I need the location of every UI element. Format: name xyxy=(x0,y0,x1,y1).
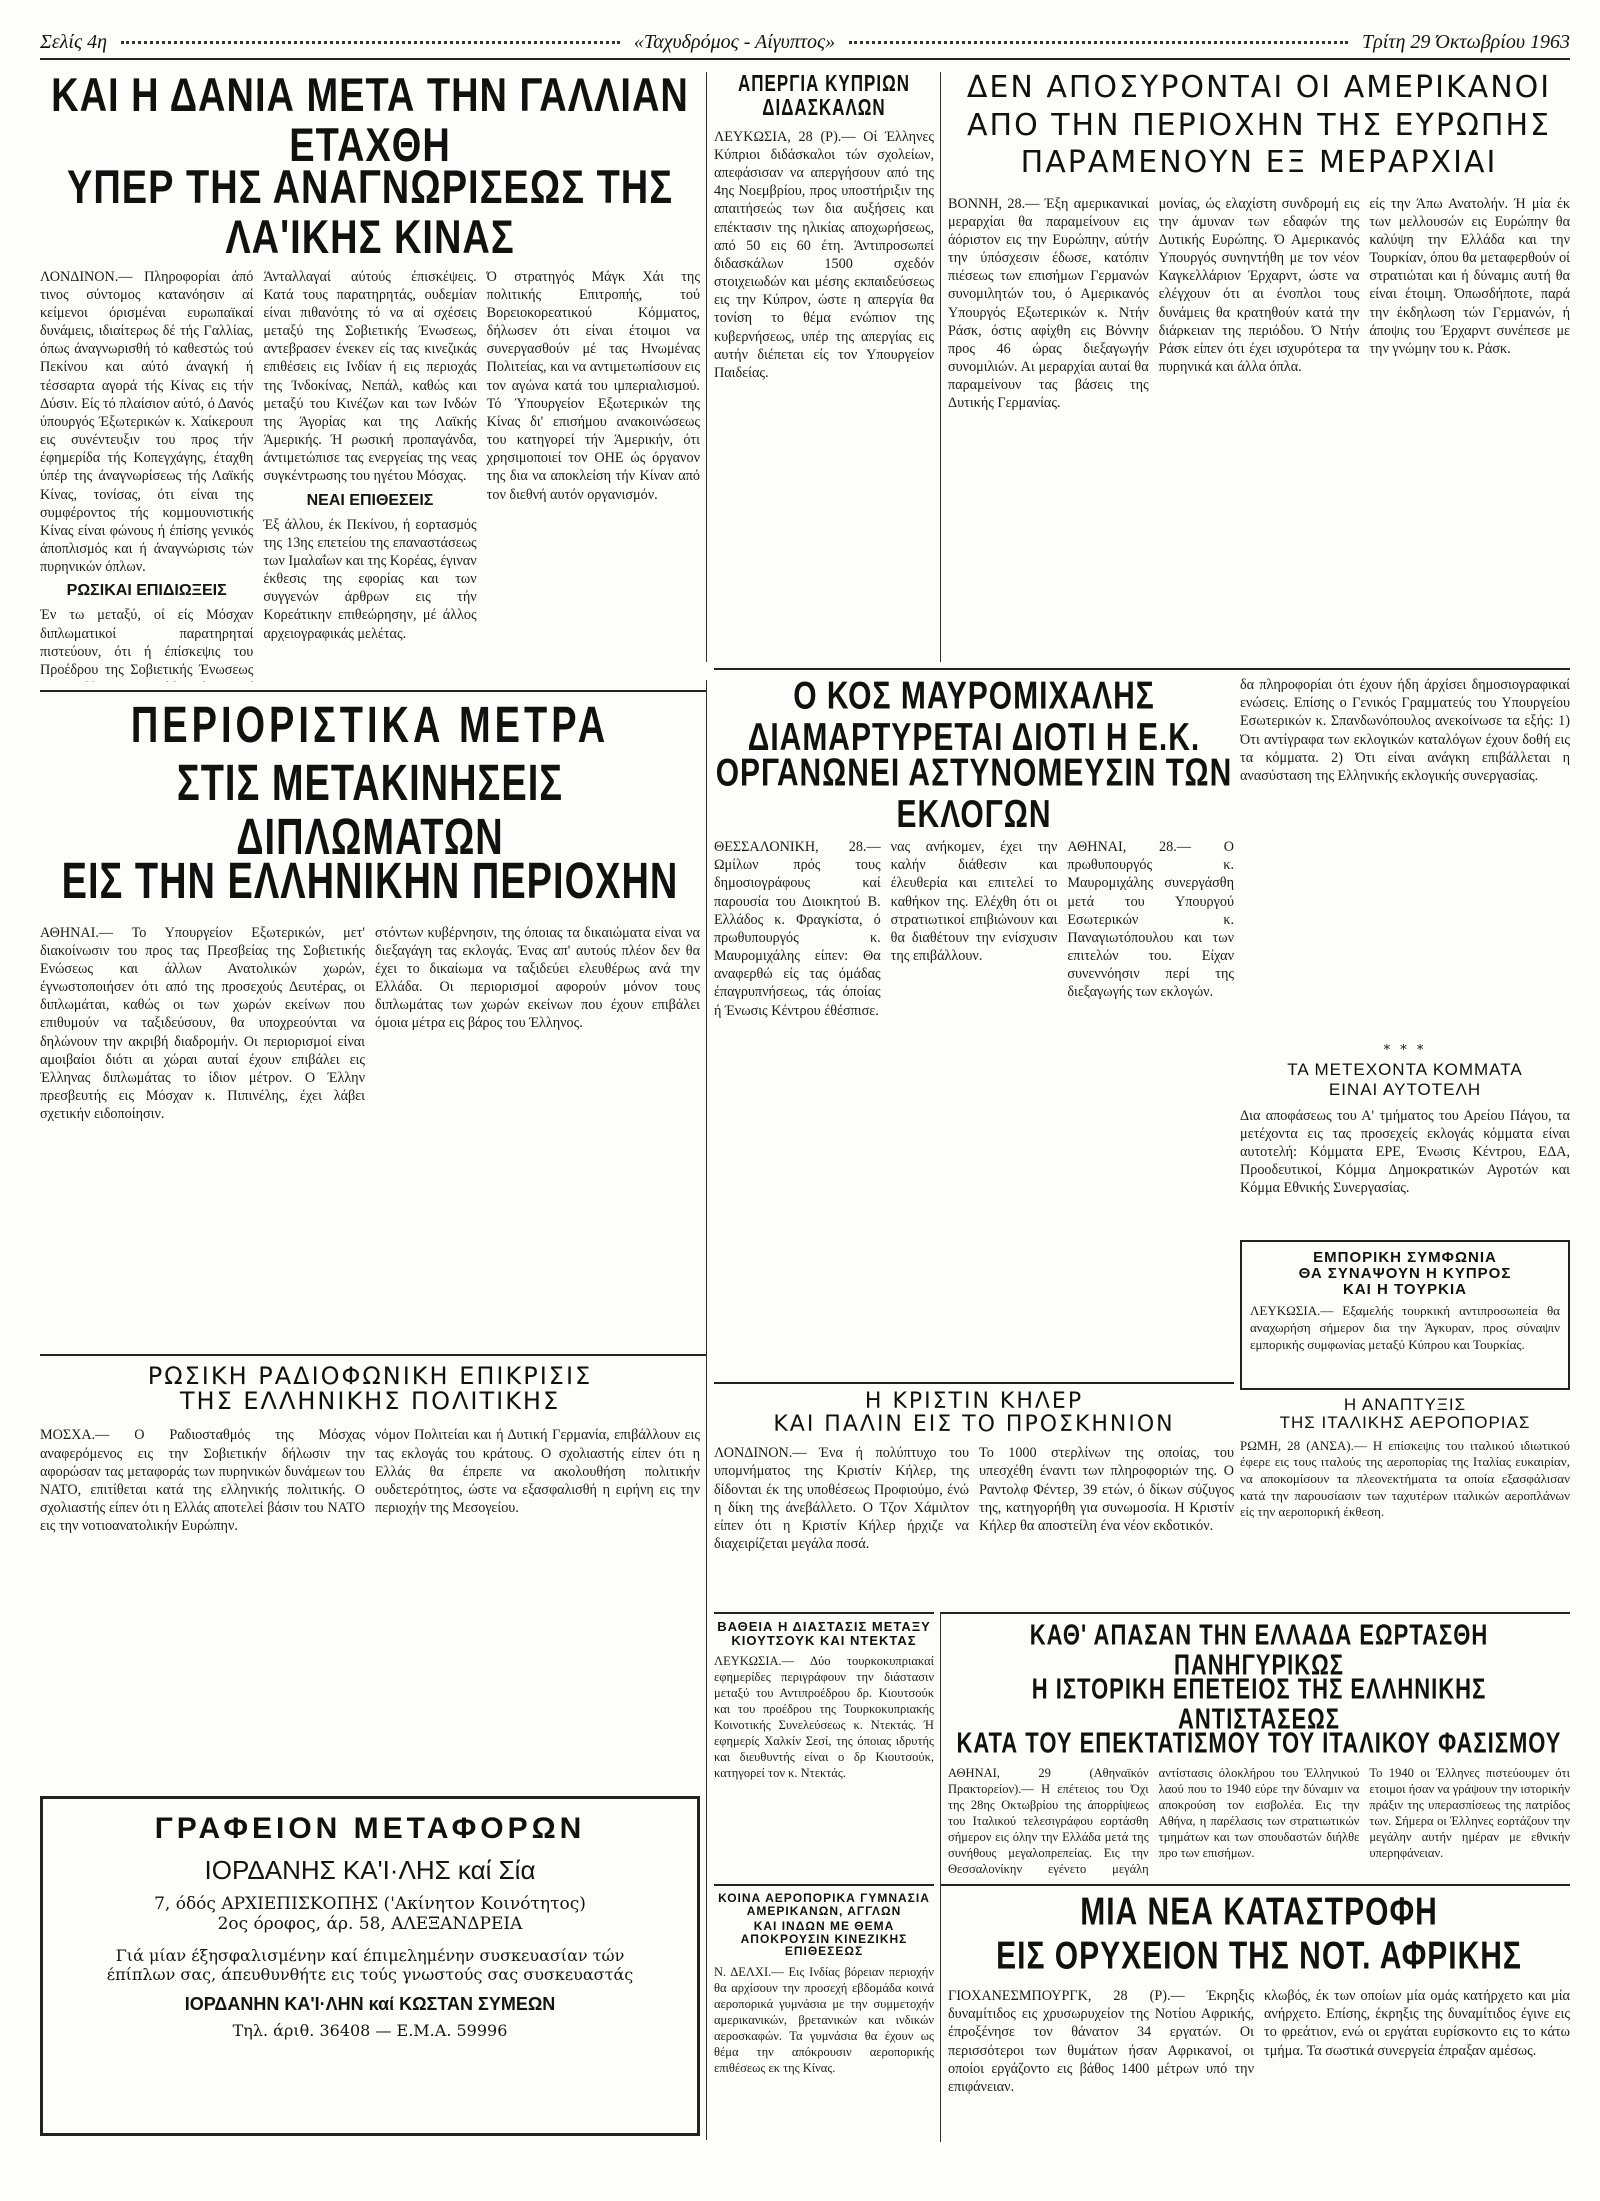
column-rule xyxy=(940,1612,941,2142)
article-election-lists xyxy=(1240,676,1570,1036)
article-diplomat-restrictions xyxy=(40,700,700,1350)
article-columns xyxy=(40,268,700,682)
article-south-africa-mine xyxy=(948,1892,1570,2142)
article-text: δα πληροφορίαι ότι έχουν ήδη άρχίσει δημοσιογραφικαί ενώσεις. Επίσης ο Γενικός Γραμματεύς του Υπουργείου Εσωτερικών κ. Σπανδωνόπουλος ανεκοίνωσε τα εξής: 1) Ότι αντίγραφα των εκλογικών καταλόγων έχουν δοθή εις τα κόμματα. 2) Ότι είναι ανάγκη επιβάλλεται η ανασύσταση της Ελληνικής εκλογικής συνεργασίας. xyxy=(1240,677,1570,784)
headline: ΚΑΙ Η ΤΟΥΡΚΙΑ xyxy=(1343,1280,1467,1298)
article-american-divisions xyxy=(948,72,1570,662)
headline: Η ΑΝΑΠΤΥΞΙΣ xyxy=(1343,1396,1467,1414)
headline: ΑΠΕΡΓΙΑ ΚΥΠΡΙΩΝ xyxy=(737,72,911,97)
headline: Ο ΚΟΣ ΜΑΥΡΟΜΙΧΑΛΗΣ ΔΙΑΜΑΡΤΥΡΕΤΑΙ ΔΙΟΤΙ Η Ε.Κ. xyxy=(747,676,1201,759)
headline: ΔΙΔΑΣΚΑΛΩΝ xyxy=(762,94,886,121)
article-text: ΡΩΜΗ, 28 (ΑΝΣΑ).— Η επίσκεψις του ιταλικού ιδιωτικού έφερε εις τους ιταλούς της αεροπορίας της Ιταλίας ευκαιρίαν, να αποκομίσουν τα πλεονεκτήματα τα οποία εξασφάλισαν κατά την παρουσίασιν των ταχυτέρων ιταλικών αεροπλάνων είς την αεροπορική έκθεση. xyxy=(1240,1437,1570,1520)
headline: ΕΜΠΟΡΙΚΗ ΣΥΜΦΩΝΙΑ xyxy=(1313,1249,1497,1266)
article-text: νόμον Πολιτείαι και ή Δυτική Γερμανία, επιβάλλουν εις τας εκλογάς του κράτους. Ο σχολιαστής είπεν ότι η Ελλάς θα έπρεπε να ακολουθήση πολιτικήν ουδετερότητος, ώστε να εξασφαλισθή η ειρήνη εις την περιοχήν της Μεσογείου. xyxy=(375,1427,700,1517)
ad-address: 2ος όροφος, άρ. 58, ΑΛΕΞΑΝΔΡΕΙΑ xyxy=(217,1913,523,1934)
article-columns xyxy=(714,838,1234,1020)
article-text: Το 1000 στερλίνων της οποίας, του υπεσχέθη έναντι των πληροφοριών της. Ο Ραντολφ Φέντερ, 39 ετών, ό δίκων σύζυγος της, κατηγορήθη για συνωμοσία. Η Κριστίν Κήλερ θα αποστείλη ένα νέον εκδοτικόν. xyxy=(979,1445,1234,1534)
article-parties-independent xyxy=(1240,1040,1570,1240)
dotted-rule xyxy=(121,41,620,44)
article-joint-air-exercises xyxy=(714,1892,934,2142)
article-text: Το 1940 οι Έλληνες πιστεύουμεν ότι ετοιμοι ήσαν να γράψουν την ιστορικήν πράξιν της υπερασπίσεως της πατρίδος των. Σήμερα οι Έλληνες εορτάζουν την μεγάλην αυτήν ημέραν με εθνικήν υπερηφάνειαν. xyxy=(1369,1766,1570,1861)
article-text: ΒΟΝΝΗ, 28.— Έξη αμερικανικαί μεραρχίαι θα παραμείνουν εις άόριστον εις την Ευρώπην, αύτήν την ύπόσχεσιν έδωσε, κατόπιν πιέσεως των επισήμων Γερμανών συνομιλητών του, ό Αμερικανός Υπουργός Εξωτερικών κ. Ντήν Ράσκ, όστις αφίχθη εις Βόννην προς 46 ώρας διεξαγωγήν συνομιλιών. Αι μεραρχίαι αυταί θα παραμείνουν τας βάσεις της Δυτικής Γερμανίας. xyxy=(948,195,1149,412)
article-text: ΑΘΗΝΑΙ, 29 (Αθηναϊκόν Πρακτορείον).— Η επέτειος του Όχι της 28ης Οκτωβρίου της άπορρίψεως του Ιταλικού τελεσιγράφου εορτάσθη σήμερον εις όλην την Ελλάδα μετά της συνήθους μεγαλοπρεπείας. Εις την Θεσσαλονίκην εγένετο μεγάλη xyxy=(948,1766,1149,1877)
column-rule xyxy=(706,72,707,662)
ad-text: Γιά μίαν έξησφαλισμένην καί έπιμελημένην συσκευασίαν τών έπίπλων σας, άπευθυνθήτε εις τούς γνωστούς σας συσκευαστάς xyxy=(106,1945,634,1984)
article-columns xyxy=(948,1765,1570,1880)
article-text: ΑΘΗΝΑΙ.— Το Υπουργείον Εξωτερικών, μετ' διακοίνωσιν του προς τας Πρεσβείας της Σοβιετικής Ενώσεως και άλλων Ανατολικών χωρών, έγνωστοποιήσεν ότι από της προσεχούς Δευτέρας, οι διπλωμάται, καθώς οι των χωρών εκείνων που επιθυμούν να ταξιδεύσουν, θα υποχρεούνται να δηλώνουν την ακριβή διαδρομήν. Οι περιορισμοί είναι αμοιβαίοι διότι αι χώραι αυταί έχουν επιβάλει εις Έλληνας διπλωμάτας το ίδιον μέτρον. Ο Έλλην πρεσβευτής εις Μόσχαν κ. Πιπινέλης, έχει λάβει σχετικήν ειδοποίησιν. xyxy=(40,924,365,1123)
article-text: ΛΕΥΚΩΣΙΑ.— Δύο τουρκοκυπριακαί εφημερίδες περιγράφουν την διάστασιν μεταξύ του Αντιπροέδρου δρ. Κιουτσούκ και του προέδρου της Τουρκοκυπριακής Κοινοτικής Συνελεύσεως κ. Ντεκτάς. Ή εφημερίς Χαλκίν Σεσί, της όποιας ιδρυτής και διευθυντής είναι ο δρ Κιουτσούκ, κατηγορεί τον κ. Ντεκτάς. xyxy=(714,1654,934,1781)
article-text: αντίστασις όλοκλήρου του Έλληνικού λαού που το 1940 εύρε την δύναμιν να αποκρούση τον εισβολέα. Εις την Αθήνα, η παρέλασις των στρατιωτικών τμημάτων και των σπουδαστών διήλθε προ των επισήμων. xyxy=(1158,1766,1360,1861)
article-text: ΑΘΗΝΑΙ, 28.— Ο πρωθυπουργός κ. Μαυρομιχάλης συνεργάσθη μετά του Υπουργού Εσωτερικών κ. Παναγιωτόπουλου και των επιτελών του. Είχαν συνεννόησιν περί της διεξαγωγής των εκλογών. xyxy=(1067,839,1234,1001)
section-rule xyxy=(714,1884,934,1886)
section-rule xyxy=(714,1382,1234,1384)
headline: Η ΚΡΙΣΤΙΝ ΚΗΛΕΡ xyxy=(864,1390,1084,1414)
headline: ΚΑΙ Η ΔΑΝΙΑ ΜΕΤΑ ΤΗΝ ΓΑΛΛΙΑΝ ΕΤΑΧΘΗ xyxy=(51,72,689,172)
headline: ΚΑΙ ΙΝΔΩΝ ΜΕ ΘΕΜΑ ΑΠΟΚΡΟΥΣΙΝ ΚΙΝΕΖΙΚΗΣ ΕΠΙΘΕΣΕΩΣ xyxy=(740,1919,908,1959)
column-rule xyxy=(940,72,941,662)
section-rule xyxy=(40,1354,706,1356)
article-text: ΛΟΝΔΙΝΟΝ.— Πληροφορίαι άπό τινος σύντομος κατανόησιν αί κείμενοι όρισμέναι ευρωπαϊκαί δυνάμεις, ιδιαίτερως δέ τής Γαλλίας, όπως άναγνωρισθή τό καθεστώς τού Πεκίνου και αύτό άναγκή ή τέσσαρτα αγορά τής Κίνας εις τήν Δύσιν. Είς τό πλαίσιον αύτό, ό Δανός ύπουργός Έξωτερικών κ. Χαίκερουπ εις συνέντευξιν του προς τήν έφημερίδα τής Κοπεγχάγης, έταχθη ύπέρ της άναγνωρίσεως τής Λαϊκής Κίνας, τονίσας, ότι είναι της συμφέροντος τής κομμουνιστικής Κίνας είναι φώνους ή έπίσης γενικός άποπλισμός και ή άναγνώρισις τών πυρηνικών όπλων. xyxy=(40,268,254,576)
article-columns xyxy=(40,924,700,1124)
section-rule xyxy=(714,1612,934,1614)
article-text: κλωβός, έκ των οποίων μία ομάς κατήρχετο και μία ανήρχετο. Επίσης, έκρηξις της δυναμίτιδος έγινε εις το φρεάτιον, ενώ οι εργάται ευρίσκοντο εις το κάτω τμήμα. Τα σωστικά συνεργεία έπραξαν αμέσως. xyxy=(1264,1988,1570,2059)
headline: ΜΙΑ ΝΕΑ ΚΑΤΑΣΤΡΟΦΗ xyxy=(1080,1892,1438,1934)
ad-phone: Τηλ. άριθ. 36408 — Ε.Μ.Α. 59996 xyxy=(232,2020,508,2040)
article-columns xyxy=(40,1426,700,1535)
article-kutchuk-denktash xyxy=(714,1620,934,1870)
masthead xyxy=(40,26,1570,60)
article-text: ΓΙΟΧΑΝΕΣΜΠΟΥΡΓΚ, 28 (Ρ).— Έκρηξις δυναμίτιδος εις χρυσωρυχείον της Νοτίου Αφρικής, έπροξένησε τον θάνατον 34 εργατών. Οι περισσότεροι των θυμάτων ήσαν Αφρικανοί, οι οποίοι εργάζοντο εις βάθος 1400 μέτρων υπό την επιφάνειαν. xyxy=(948,1988,1254,2095)
headline: ΚΑΙ ΠΑΛΙΝ ΕΙΣ ΤΟ ΠΡΟΣΚΗΝΙΟΝ xyxy=(773,1412,1175,1438)
article-text: στόντων κυβέρνησιν, της όποιας τα δικαιώματα είναι να διεξαγάγη τας εκλογάς. Ένας απ' αυτούς πλέον δεν θα έχει το δικαίωμα να ταξιδεύει ελευθέρως ανά την Ελλάδα. Οι περιορισμοί αφορούν μόνον τους διπλωμάτας των χωρών εκείνων που έχουν επιβάλει όμοια μέτρα εις βάρος του Έλληνος. xyxy=(375,924,700,1032)
article-text: Ό στρατηγός Μάγκ Χάι της πολιτικής Επιτροπής, τού Βορειοκορεατικού Κόμματος, δήλωσεν ότι είναι έτοιμοι να συνεργασθούν μέ τας Ηνωμένας Πολιτείας, και να αντιμετωπίσουν εις τον αγώνα κατά του ιμπεριαλισμού. Τό Ύπουργείον Εξωτερικών της Κίνας δι' επισήμου ανακοινώσεως του κατηγορεί τήν Άμερικήν, ότι χρησιμοποιεί τον ΟΗΕ ώς όργανον της δια να αποκλείση τήν Κίναν από τον διεθνή αυτόν οργανισμόν. xyxy=(486,268,700,503)
headline: ΒΑΘΕΙΑ Η ΔΙΑΣΤΑΣΙΣ ΜΕΤΑΞΥ ΚΙΟΥΤΣΟΥΚ ΚΑΙ ΝΤΕΚΤΑΣ xyxy=(717,1620,931,1648)
article-text: Ν. ΔΕΛΧΙ.— Εις Ινδίας βόρειαν περιοχήν θα αρχίσουν την προσεχή εβδομάδα κοινά αεροπορικά γυμνάσια με την συμμετοχήν αμερικανικών, βρετανικών και ινδικών αεροσκαφών. Τα γυμνάσια θα έχουν ως θέμα την απόκρουσιν αεροπορικής επιθέσεως εκ της Κίνας. xyxy=(714,1964,934,2075)
article-text: μονίας, ώς ελαχίστη συνδρομή εις την άμυναν των εδαφών της Δυτικής Ευρώπης. Ό Αμερικανός Υπουργός συνηντήθη με τον νέον Καγκελλάριον Έρχαρντ, ώστε να ελέγχουν ότι αι ένοπλοι τους δυνάμεις θα κρατηθούν κατά την διάρκειαν της περιόδου. Ό Ντήν Ράσκ είπεν ότι έχει ισχυρότερα τα πυρηνικά και άλλα όπλα. xyxy=(1158,195,1360,376)
article-mavromichalis xyxy=(714,676,1234,1376)
headline: ΘΑ ΣΥΝΑΨΟΥΝ Η ΚΥΠΡΟΣ xyxy=(1298,1264,1512,1282)
dotted-rule xyxy=(849,41,1348,44)
article-text: Άνταλλαγαί αύτούς έπισκέψεις. Κατά τους παρατηρητάς, ουδεμίαν είναι πιθανότης τό να αί σχέσεις μεταξύ της Σοβιετικής Ένωσεως, αντεβρασεν ένεκεν είς τας κινεζικάς επιθέσεις εις Ινδίαν ή εις περιοχάς της Ίνδοκίνας, Νεπάλ, καθώς και μεταξύ του Κινέζων και των Ινδών της Άγορίας και της Λαϊκής Άμερικής. Ή ρωσική προπαγάνδα, άντιμετώπισε τας ενεργείας της νεας συγκέντρωσης του ηγέτου Μόσχας. xyxy=(263,268,477,485)
issue-date: Τρίτη 29 Όκτωβρίου 1963 xyxy=(1362,30,1570,53)
article-text: νας ανήκομεν, έχει την καλήν διάθεσιν και έλευθερία και επιτελεί το καθήκον της. Ελέχθη ότι οι στρατιωτικοί επιβιώνουν και θα διαθέτουν την ενίσχυσιν της επιβάλλουν. xyxy=(890,839,1058,965)
headline: ΣΤΙΣ ΜΕΤΑΚΙΝΗΣΕΙΣ ΔΙΠΛΩΜΑΤΩΝ xyxy=(176,755,564,866)
separator-stars: * * * xyxy=(1383,1043,1427,1058)
article-columns xyxy=(948,195,1570,413)
headline: ΤΗΣ ΙΤΑΛΙΚΗΣ ΑΕΡΟΠΟΡΙΑΣ xyxy=(1279,1412,1531,1432)
headline: ΑΠΟ ΤΗΝ ΠΕΡΙΟΧΗΝ ΤΗΣ ΕΥΡΩΠΗΣ xyxy=(967,107,1551,143)
article-denmark-china xyxy=(40,72,700,682)
article-columns xyxy=(714,1444,1234,1553)
article-text: είς την Άπω Ανατολήν. Ή μία έκ των μελλουσών εις Ευρώπην θα καλύψη την Ελλάδα και την Τουρκίαν, όπου θα μεταφερθούν οί στρατιώται και ή δύναμις αυτή θα είναι έτοιμη. Όπωσδήποτε, παρά την έκδηλωση τών Γερμανών, ή άποψις του Έρχαρντ συνέπεσε με την γνώμην του κ. Ράσκ. xyxy=(1369,195,1570,357)
headline: ΕΙΝΑΙ ΑΥΤΟΤΕΛΗ xyxy=(1328,1079,1482,1099)
article-christine-keeler xyxy=(714,1390,1234,1560)
article-russian-radio xyxy=(40,1364,700,1784)
headline: Η ΙΣΤΟΡΙΚΗ ΕΠΕΤΕΙΟΣ ΤΗΣ ΕΛΛΗΝΙΚΗΣ ΑΝΤΙΣΤΑΣΕΩΣ xyxy=(1031,1672,1487,1736)
headline: ΠΑΡΑΜΕΝΟΥΝ ΕΞ ΜΕΡΑΡΧΙΑΙ xyxy=(1020,145,1498,180)
article-trade-agreement xyxy=(1240,1240,1570,1390)
headline: ΠΕΡΙΟΡΙΣΤΙΚΑ ΜΕΤΡΑ xyxy=(130,700,610,754)
headline: ΤΑ ΜΕΤΕΧΟΝΤΑ ΚΟΜΜΑΤΑ xyxy=(1287,1060,1523,1079)
ad-title: ΓΡΑΦΕΙΟΝ ΜΕΤΑΦΟΡΩΝ xyxy=(154,1812,586,1845)
page-number: Σελίς 4η xyxy=(40,30,108,53)
article-text: ΛΟΝΔΙΝΟΝ.— Ένα ή πολύπτυχο του υπομνήματος της Κριστίν Κήλερ, της δίδονται έκ της υποθέσεως Προφιούμο, ένώ η δίκη της άνεβάλλετο. Ο Τζον Χάμιλτον είπεν ότι η Κριστίν Κήλερ ήρχιζε να διαχειρίζεται μεγάλα ποσά. xyxy=(714,1445,969,1553)
article-italian-air-force xyxy=(1240,1396,1570,1610)
article-text: ΜΟΣΧΑ.— Ο Ραδιοσταθμός της Μόσχας αναφερόμενος εις την Σοβιετικήν δήλωσιν την αφορώσαν τας μεταφοράς των πυρηνικών δυνάμεων του ΝΑΤΟ, επιτίθεται κατά της ελληνικής πολιτικής. Ο σχολιαστής είπεν ότι η Ελλάς αποτελεί βάσιν του ΝΑΤΟ εις την νοτιοανατολικήν Ευρώπην. xyxy=(40,1427,365,1535)
headline: ΡΩΣΙΚΗ ΡΑΔΙΟΦΩΝΙΚΗ ΕΠΙΚΡΙΣΙΣ xyxy=(147,1364,593,1390)
article-text: ΛΕΥΚΩΣΙΑ, 28 (Ρ).— Οί Έλληνες Κύπριοι διδάσκαλοι τών σχολείων, απεφάσισαν να απεργήσουν από της 4ης Νοεμβρίου, προς υποστήριξιν της απαιτήσεώς των δια αυξήσεις και επέκτασιν της ηλικίας αποχωρήσεως, από 50 εις 60 έτη. Άντιπροσωπεί διδασκάλων 1500 σχεδόν στοιχειωδών και μέσης εκπαιδεύσεως εις την Κύπρον, ώστε η απεργία θα τονίση το θέμα ενώπιον της κυβερνήσεως, υπέρ της απεργίας εις αυτήν διέπεται είς τον Υπουργείον Παιδείας. xyxy=(714,128,934,381)
headline: ΤΗΣ ΕΛΛΗΝΙΚΗΣ ΠΟΛΙΤΙΚΗΣ xyxy=(179,1387,561,1416)
headline: ΔΕΝ ΑΠΟΣΥΡΟΝΤΑΙ ΟΙ ΑΜΕΡΙΚΑΝΟΙ xyxy=(966,72,1552,105)
headline: ΥΠΕΡ ΤΗΣ ΑΝΑΓΝΩΡΙΣΕΩΣ ΤΗΣ ΛΑ'ΙΚΗΣ ΚΙΝΑΣ xyxy=(66,161,674,264)
section-rule xyxy=(940,1612,1570,1614)
article-text: ΛΕΥΚΩΣΙΑ.— Εξαμελής τουρκική αντιπροσωπεία θα αναχωρήση σήμερον δια την Άγκυραν, προς σύναψιν εμπορικής συμφωνίας μεταξύ Κύπρου και Τουρκίας. xyxy=(1250,1303,1560,1352)
article-text: ΘΕΣΣΑΛΟΝΙΚΗ, 28.— Ωμίλων πρός τους δημοσιογράφους καί παρουσία του Διοικητού Β. Ελλάδος κ. Φραγκίστα, ό πρωθυπουργός κ. Μαυρομιχάλης είπεν: Θα αναφερθώ είς τας όμάδας έπαγρυπνήσεως, τάς όποίας ή Ένωσις Κέντρου έθέσπισε. xyxy=(714,839,881,1019)
article-text: Έν τω μεταξύ, οί είς Μόσχαν διπλωματικοί παρατηρηταί πιστεύουν, ότι ή έπίσκεψις του Προέδρου της Σοβιετικής Ένωσεως xyxy=(40,607,254,678)
article-text: Έξ άλλου, έκ Πεκίνου, ή εορτασμός της 13ης επετείου της επαναστάσεως των Ιμαλαΐων και της Κορέας, έγιναν έκθεσις της εφορίας και των συγγενών άρθρων εις τήν Κορεάτικην επιθεώρησην, μέ άλλος αρχειογραφικάς μελέτας. xyxy=(263,516,477,642)
headline: ΚΟΙΝΑ ΑΕΡΟΠΟΡΙΚΑ ΓΥΜΝΑΣΙΑ ΑΜΕΡΙΚΑΝΩΝ, ΑΓΓΛΩΝ xyxy=(718,1892,930,1918)
ad-address: 7, όδός ΑΡΧΙΕΠΙΣΚΟΠΗΣ ('Ακίνητον Κοινότητος) xyxy=(154,1893,586,1914)
section-rule xyxy=(714,668,1570,670)
transport-office-ad xyxy=(40,1796,700,2136)
headline: ΚΑΘ' ΑΠΑΣΑΝ ΤΗΝ ΕΛΛΑΔΑ ΕΩΡΤΑΣΘΗ ΠΑΝΗΓΥΡΙΚΩΣ xyxy=(1029,1620,1489,1682)
article-greek-resistance-anniversary xyxy=(948,1620,1570,1880)
paper-name: «Ταχυδρόμος - Αίγυπτος» xyxy=(633,30,836,53)
article-cyprus-teachers-strike xyxy=(714,72,934,662)
headline: ΚΑΤΑ ΤΟΥ ΕΠΕΚΤΑΤΙΣΜΟΥ ΤΟΥ ΙΤΑΛΙΚΟΥ ΦΑΣΙΣΜΟΥ xyxy=(956,1727,1562,1760)
headline: ΟΡΓΑΝΩΝΕΙ ΑΣΤΥΝΟΜΕΥΣΙΝ ΤΩΝ ΕΚΛΟΓΩΝ xyxy=(715,751,1233,836)
headline: ΕΙΣ ΟΡΥΧΕΙΟΝ ΤΗΣ ΝΟΤ. ΑΦΡΙΚΗΣ xyxy=(996,1934,1522,1978)
article-text: Δια αποφάσεως του Α' τμήματος του Αρείου Πάγου, τα μετέχοντα εις τας προσεχείς εκλογάς κόμματα είναι αυτοτελή: Κόμματα ΕΡΕ, Ένωσις Κέντρου, ΕΔΑ, Προοδευτικοί, Κόμμα Δημοκρατικών Αγροτών και Κόμμα Εθνικής Συνεργασίας. xyxy=(1240,1107,1570,1197)
subheading: ΡΩΣΙΚΑΙ ΕΠΙΔΙΩΞΕΙΣ xyxy=(66,582,227,600)
ad-contacts: ΙΟΡΔΑΝΗΝ ΚΑ'Ι·ΛΗΝ καί ΚΩΣΤΑΝ ΣΥΜΕΩΝ xyxy=(184,1993,556,2014)
ad-company: ΙΟΡΔΑΝΗΣ ΚΑ'Ι·ΛΗΣ καί Σία xyxy=(204,1854,536,1885)
section-rule xyxy=(940,1884,1570,1886)
column-rule xyxy=(706,680,707,2140)
article-columns xyxy=(948,1987,1570,2096)
subheading: ΝΕΑΙ ΕΠΙΘΕΣΕΙΣ xyxy=(306,491,434,509)
headline: ΕΙΣ ΤΗΝ ΕΛΛΗΝΙΚΗΝ ΠΕΡΙΟΧΗΝ xyxy=(61,852,679,910)
section-rule xyxy=(40,690,706,692)
